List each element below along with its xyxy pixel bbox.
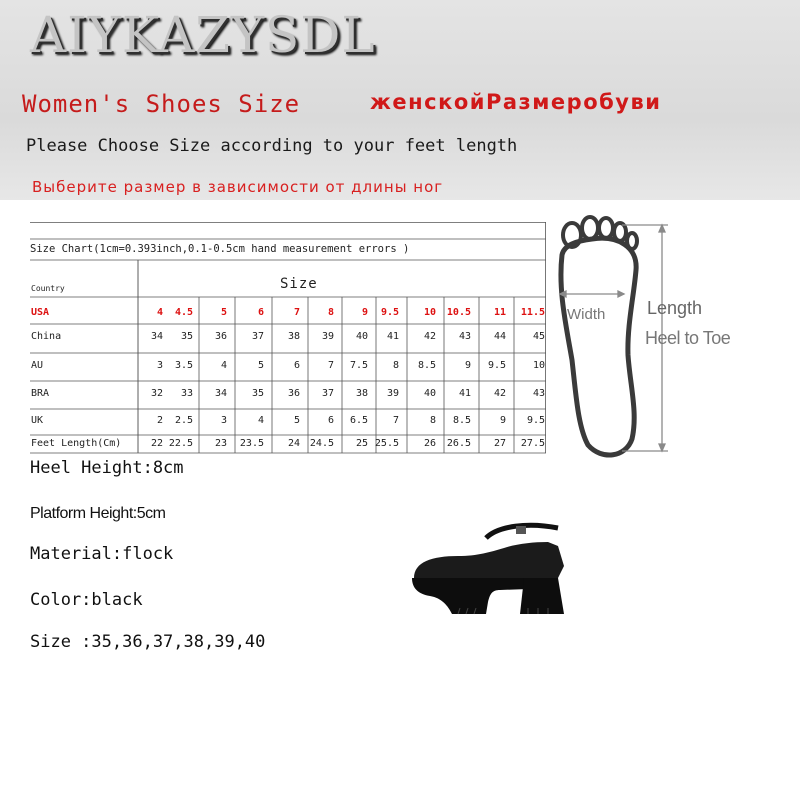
size-cell: 10 <box>423 307 436 318</box>
size-cell: 6 <box>293 360 300 371</box>
heel-to-toe-label: Heel to Toe <box>645 328 731 348</box>
size-cell: 34 <box>214 388 227 399</box>
size-cell: 27.5 <box>520 438 545 449</box>
size-row-label: UK <box>31 415 44 426</box>
toe-4 <box>614 223 626 241</box>
size-cell: 6 <box>327 415 334 426</box>
spec-heel-height: Heel Height:8cm <box>30 458 184 478</box>
size-cell: 24.5 <box>309 438 334 449</box>
size-cell: 7.5 <box>349 360 368 371</box>
shoe-heel <box>520 578 564 614</box>
size-cell: 5 <box>220 307 227 318</box>
shoe-upper <box>414 542 564 578</box>
size-row-label: USA <box>31 307 50 318</box>
size-cell: 9.5 <box>380 307 399 318</box>
size-cell: 2 <box>156 415 163 426</box>
size-cell: 24 <box>287 438 300 449</box>
size-cell: 10.5 <box>446 307 471 318</box>
width-label: Width <box>567 306 606 323</box>
size-cell: 7 <box>327 360 334 371</box>
brand-logo: AIYKAZYSDL <box>30 6 376 64</box>
title-russian: женскойРазмеробуви <box>370 90 662 114</box>
foot-outline <box>561 238 636 455</box>
size-cell: 8 <box>392 360 399 371</box>
size-cell: 22 <box>150 438 163 449</box>
size-cell: 38 <box>287 331 300 342</box>
size-cell: 10 <box>532 360 545 371</box>
width-arrow <box>560 291 624 297</box>
size-cell: 8.5 <box>452 415 471 426</box>
size-cell: 5 <box>257 360 264 371</box>
size-cell: 33 <box>180 388 193 399</box>
size-cell: 23 <box>214 438 227 449</box>
size-cell: 43 <box>532 388 545 399</box>
size-row-label: BRA <box>31 388 50 399</box>
spec-platform-height: Platform Height:5cm <box>30 505 166 522</box>
size-cell: 11.5 <box>520 307 545 318</box>
size-cell: 8.5 <box>417 360 436 371</box>
size-cell: 26 <box>423 438 436 449</box>
size-cell: 45 <box>532 331 545 342</box>
spec-color: Color:black <box>30 590 143 610</box>
size-cell: 4.5 <box>174 307 193 318</box>
size-cell: 38 <box>355 388 368 399</box>
size-chart-caption: Size Chart(1cm=0.393inch,0.1-0.5cm hand measurement errors ) <box>30 243 410 255</box>
country-column-label: Country <box>31 284 65 293</box>
size-cell: 9.5 <box>526 415 545 426</box>
size-cell: 3.5 <box>174 360 193 371</box>
size-cell: 37 <box>251 331 264 342</box>
size-cell: 25.5 <box>374 438 399 449</box>
size-cell: 9 <box>499 415 506 426</box>
strap-buckle <box>516 526 526 534</box>
size-cell: 36 <box>214 331 227 342</box>
size-cell: 39 <box>386 388 399 399</box>
size-cell: 4 <box>220 360 227 371</box>
size-cell: 40 <box>355 331 368 342</box>
instruction-english: Please Choose Size according to your feet length <box>26 136 518 156</box>
title-english: Women's Shoes Size <box>22 90 301 118</box>
size-cell: 22.5 <box>168 438 193 449</box>
size-row-label: AU <box>31 360 44 371</box>
size-cell: 6.5 <box>349 415 368 426</box>
size-cell: 23.5 <box>239 438 264 449</box>
size-cell: 6 <box>257 307 264 318</box>
instruction-russian: Выберите размер в зависимости от длины ног <box>32 178 444 196</box>
size-column-label: Size <box>280 276 318 292</box>
size-cell: 40 <box>423 388 436 399</box>
header-banner <box>0 0 800 200</box>
size-cell: 39 <box>321 331 334 342</box>
spec-material: Material:flock <box>30 544 174 564</box>
size-row-label: Feet Length(Cm) <box>31 438 122 449</box>
size-cell: 41 <box>458 388 471 399</box>
size-cell: 36 <box>287 388 300 399</box>
size-cell: 9 <box>361 307 368 318</box>
size-cell: 42 <box>493 388 506 399</box>
size-cell: 41 <box>386 331 399 342</box>
size-cell: 11 <box>493 307 506 318</box>
size-cell: 4 <box>156 307 163 318</box>
size-cell: 4 <box>257 415 264 426</box>
size-cell: 2.5 <box>174 415 193 426</box>
shoe-image <box>408 516 568 616</box>
toe-5 <box>627 233 637 249</box>
size-cell: 7 <box>392 415 399 426</box>
size-cell: 9.5 <box>487 360 506 371</box>
size-cell: 43 <box>458 331 471 342</box>
size-cell: 34 <box>150 331 163 342</box>
size-cell: 42 <box>423 331 436 342</box>
size-cell: 35 <box>251 388 264 399</box>
size-cell: 5 <box>293 415 300 426</box>
size-cell: 9 <box>464 360 471 371</box>
size-cell: 32 <box>150 388 163 399</box>
size-cell: 8 <box>327 307 334 318</box>
size-cell: 3 <box>156 360 163 371</box>
size-cell: 7 <box>293 307 300 318</box>
size-cell: 26.5 <box>446 438 471 449</box>
size-cell: 3 <box>220 415 227 426</box>
size-cell: 25 <box>355 438 368 449</box>
size-cell: 35 <box>180 331 193 342</box>
toe-2 <box>582 217 598 239</box>
size-cell: 44 <box>493 331 506 342</box>
length-label: Length <box>647 298 703 318</box>
toe-3 <box>599 218 613 238</box>
size-cell: 37 <box>321 388 334 399</box>
spec-sizes: Size :35,36,37,38,39,40 <box>30 632 266 652</box>
size-row-label: China <box>31 331 62 342</box>
size-cell: 8 <box>429 415 436 426</box>
size-cell: 27 <box>493 438 506 449</box>
